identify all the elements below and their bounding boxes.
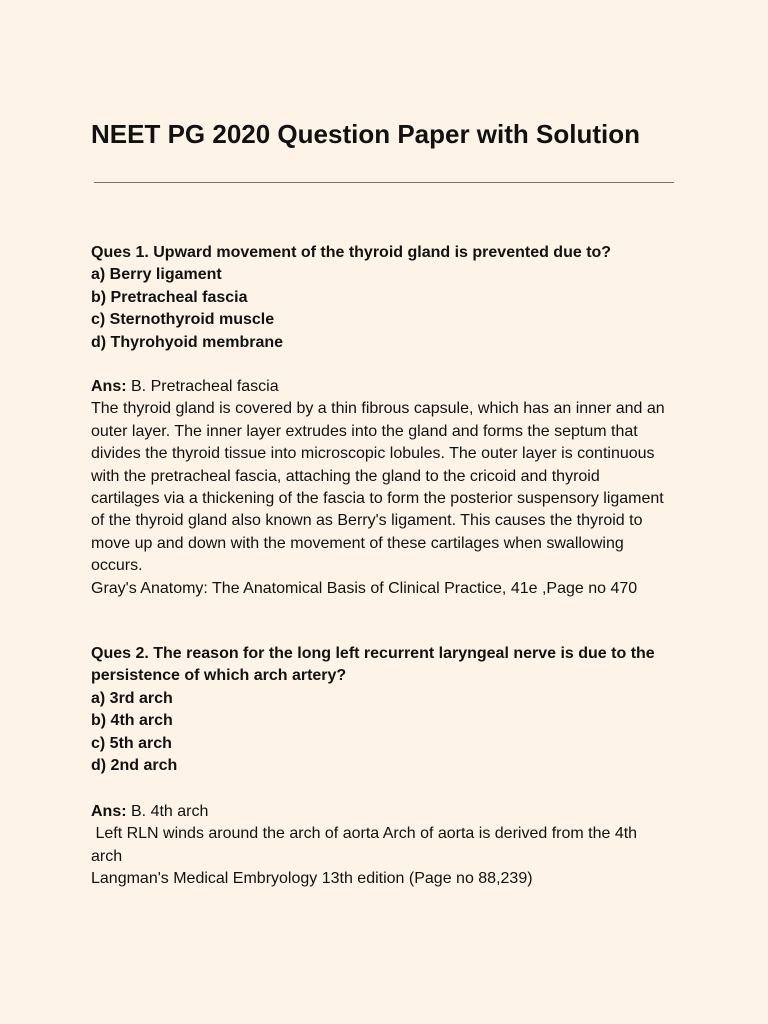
option-d: d) Thyrohyoid membrane [91, 333, 284, 351]
reference-text: Langman's Medical Embryology 13th edition (Page no 88,239) [91, 870, 533, 888]
explanation-line: cartilages via a thickening of the fascia to form the posterior suspensory ligament [91, 490, 664, 508]
answer-1 [91, 376, 691, 600]
explanation-line: of the thyroid gland also known as Berry's ligament. This causes the thyroid to [91, 512, 643, 530]
question-2 [91, 643, 691, 777]
explanation-line: occurs. [91, 557, 143, 575]
answer-line [91, 376, 691, 398]
answer-line [91, 801, 691, 823]
option-c: c) 5th arch [91, 734, 172, 752]
explanation-line: The thyroid gland is covered by a thin fibrous capsule, which has an inner and an [91, 400, 665, 418]
answer-2 [91, 801, 691, 891]
option-c: c) Sternothyroid muscle [91, 311, 275, 329]
question-1 [91, 242, 691, 354]
page-title: NEET PG 2020 Question Paper with Solution [91, 119, 640, 149]
explanation-line: move up and down with the movement of these cartilages when swallowing [91, 534, 624, 552]
explanation-line: with the pretracheal fascia, attaching the gland to the cricoid and thyroid [91, 467, 600, 485]
answer-value: B. Pretracheal fascia [126, 378, 279, 395]
question-text: persistence of which arch artery? [91, 667, 347, 685]
reference-text: Gray's Anatomy: The Anatomical Basis of Clinical Practice, 41e ,Page no 470 [91, 579, 638, 597]
answer-label: Ans: [91, 803, 127, 820]
answer-label: Ans: [91, 378, 127, 395]
explanation-line: divides the thyroid tissue into microscopic lobules. The outer layer is continuous [91, 445, 655, 463]
explanation-line: Left RLN winds around the arch of aorta Arch of aorta is derived from the 4th [91, 825, 638, 843]
explanation-line: outer layer. The inner layer extrudes into the gland and forms the septum that [91, 422, 638, 440]
option-d: d) 2nd arch [91, 757, 178, 775]
option-a: a) Berry ligament [91, 266, 222, 284]
answer-value: B. 4th arch [126, 803, 209, 820]
option-b: b) 4th arch [91, 712, 173, 730]
question-text: Ques 1. Upward movement of the thyroid gland is prevented due to? [91, 244, 612, 261]
option-b: b) Pretracheal fascia [91, 288, 248, 306]
title-divider [94, 182, 674, 183]
explanation-line: arch [91, 847, 123, 865]
question-text: Ques 2. The reason for the long left recurrent laryngeal nerve is due to the [91, 645, 655, 662]
option-a: a) 3rd arch [91, 689, 173, 707]
